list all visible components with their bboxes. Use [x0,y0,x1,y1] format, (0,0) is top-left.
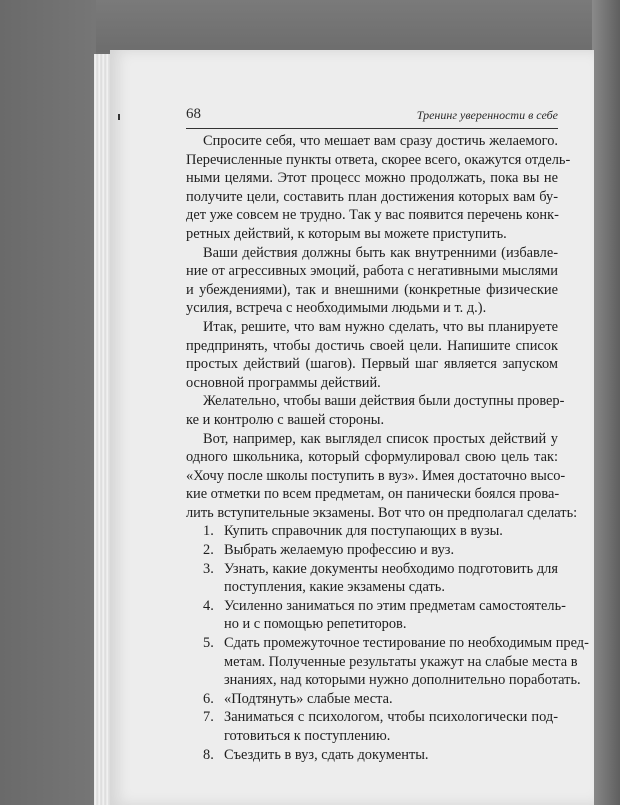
text-line: основной программы действий. [186,374,381,391]
text-line: предпринять, чтобы достичь своей цели. Напишите список [186,337,558,354]
list-item-text: но и с помощью репетиторов. [224,616,407,633]
list-item [186,708,558,745]
paragraph [186,430,578,523]
list-item-number: 5. [203,635,214,652]
list-item-number: 6. [203,690,214,707]
scan-speck [118,114,120,120]
text-line: дет уже совсем не трудно. Так у вас появится перечень конк- [186,207,559,224]
scanner-background-left [0,0,96,805]
text-line: усилия, встреча с необходимыми людьми и т. д.). [186,300,487,317]
text-line: «Хочу после школы поступить в вуз». Имея достаточно высо- [186,467,566,484]
text-line: простых действий (шагов). Первый шаг является запуском [186,356,558,373]
text-line: ке и контролю с вашей стороны. [186,411,385,428]
page-number: 68 [186,106,201,122]
list-item-text: метам. Полученные результаты укажут на слабые места в [224,653,578,670]
page-body [186,132,589,764]
list-item-number: 3. [203,560,214,577]
list-item-text: готовиться к поступлению. [224,728,391,744]
list-item-text: Выбрать желаемую профессию и вуз. [224,542,455,559]
list-item-text: «Подтянуть» слабые места. [224,690,393,707]
list-item-text: Сдать промежуточное тестирование по необходимым пред- [224,635,589,652]
list-item-number: 8. [203,746,214,763]
list-item [186,541,558,560]
text-line: Ваши действия должны быть как внутренними (избавле- [203,244,558,261]
list-item-number: 4. [203,597,214,614]
paragraph [186,132,571,244]
text-line: Перечисленные пункты ответа, скорее всего, окажутся отдель- [186,151,571,168]
text-line: получите цели, составить план достижения которых вам бу- [186,188,558,205]
text-line: лить вступительные экзамены. Вот что он предполагал сделать: [186,504,578,521]
list-item [186,746,558,765]
paragraph [186,244,558,318]
paragraph [186,392,565,429]
list-item [186,597,566,634]
list-item [186,522,558,541]
text-line: Желательно, чтобы ваши действия были доступны провер- [203,393,565,410]
list-item-text: Съездить в вуз, сдать документы. [224,746,429,763]
page-header [186,106,558,129]
list-item [186,560,558,597]
paragraph [186,318,558,392]
text-line: Вот, например, как выглядел список простых действий у [203,430,558,447]
list-item-text: Купить справочник для поступающих в вузы. [224,523,503,540]
list-item-text: Усиленно заниматься по этим предметам самостоятель- [224,597,566,614]
list-item-number: 2. [203,542,214,559]
text-line: одного школьника, который сформулировал свою цель так: [186,449,558,466]
text-line: ние от агрессивных эмоций, работа с негативными мыслями [186,263,558,280]
running-title: Тренинг уверенности в себе [416,108,558,122]
list-item-text: знаниях, над которыми нужно дополнительно поработать. [224,672,581,689]
list-item-number: 7. [203,709,214,726]
text-line: Итак, решите, что вам нужно сделать, что вы планируете [203,318,558,335]
list-item-text: Узнать, какие документы необходимо подготовить для [224,560,558,577]
text-line: ными целями. Этот процесс можно продолжать, пока вы не [186,170,558,187]
text-line: ретных действий, к которым вы можете приступить. [186,225,507,242]
text-line: и убеждениями), так и внешними (конкретные физические [186,281,558,298]
text-line: кие отметки по всем предметам, он панически боялся прова- [186,486,560,503]
list-item [186,634,589,690]
list-item [186,690,558,709]
text-line: Спросите себя, что мешает вам сразу достичь желаемого. [203,133,558,149]
list-item-text: поступления, какие экзамены сдать. [224,579,445,596]
list-item-number: 1. [203,523,214,540]
scanner-background-right [592,0,620,805]
list-item-text: Заниматься с психологом, чтобы психологически под- [224,709,558,726]
numbered-list [186,522,589,764]
